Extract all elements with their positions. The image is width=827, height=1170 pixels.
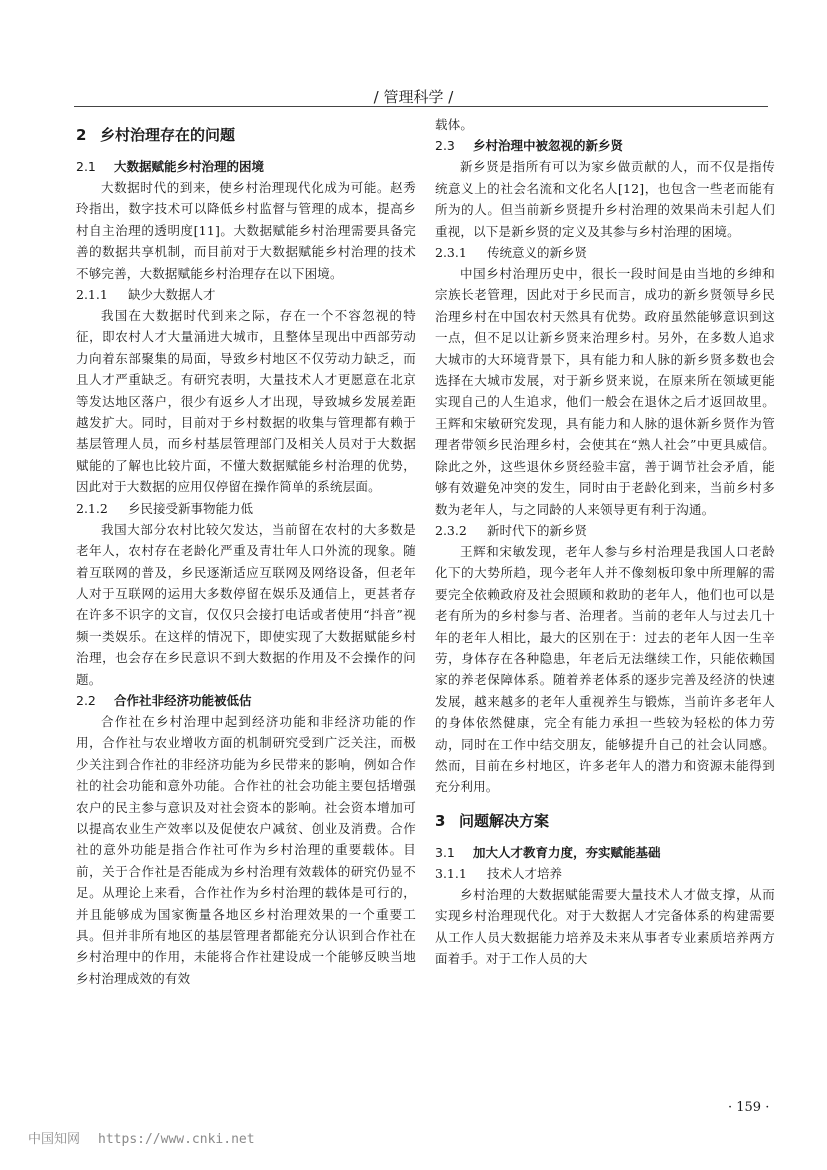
paragraph-2-3-2: 王辉和宋敏发现，老年人参与乡村治理是我国人口老龄化下的大势所趋，现今老年人并不像刻板印象中所理解的需要完全依赖政府及社会照顾和救助的老年人，他们也可以是老有所为的乡村参与者、治理者。当前的老年人与过去几十年的老年人相比，最大的区别在于：过去的老年人因一生辛劳，身体存在各种隐患，年老后无法继续工作，只能依赖国家的养老保障体系。随着养老体系的逐步完善及经济的快速发展，越来越多的老年人重视养生与锻炼，当前许多老年人的身体依然健康，完全有能力承担一些较为轻松的体力劳动，同时在工作中结交朋友，能够提升自己的社会认同感。然而，目前在乡村地区，许多老年人的潜力和资源未能得到充分利用。 <box>435 543 775 795</box>
section-3-1-1-heading <box>435 863 775 884</box>
left-column <box>76 112 416 989</box>
right-column <box>435 114 775 969</box>
journal-header: / 管理科学 / <box>373 88 454 106</box>
section-title: 加大人才教育力度，夯实赋能基础 <box>473 844 661 860</box>
paragraph-2-3: 新乡贤是指所有可以为家乡做贡献的人，而不仅是指传统意义上的社会名流和文化名人[12]，也包含一些老而能有所为的人。但当前新乡贤提升乡村治理的效果尚未引起人们重视，以下是新乡贤的定义及其参与乡村治理的困境。 <box>435 159 775 239</box>
section-number: 2.1.1 <box>76 287 108 303</box>
section-2-1-heading <box>76 156 416 177</box>
section-number: 2.1 <box>76 159 96 174</box>
section-title: 问题解决方案 <box>459 811 550 830</box>
section-2-3-2-heading <box>435 520 775 541</box>
section-number: 3 <box>435 811 446 830</box>
section-title: 乡村治理存在的问题 <box>100 126 236 144</box>
paragraph-2-1-1: 我国在大数据时代到来之际，存在一个不容忽视的特征，即农村人才大量涌进大城市，且整体呈现出中西部劳动力向着东部聚集的局面，导致乡村地区不仅劳动力缺乏，而且人才严重缺乏。有研究表明，大量技术人才更愿意在北京等发达地区落户，很少有返乡人才出现，导致城乡发展差距越发扩大。同时，目前对于乡村数据的收集与管理都有赖于基层管理人员，而乡村基层管理部门及相关人员对于大数据赋能的了解也比较片面，不懂大数据赋能乡村治理的优势，因此对于大数据的应用仅停留在操作简单的系统层面。 <box>76 308 416 495</box>
section-2-3-1-heading <box>435 242 775 263</box>
header-rule <box>74 106 768 107</box>
paragraph-continuation: 载体。 <box>435 117 474 132</box>
section-title: 乡民接受新事物能力低 <box>128 500 254 516</box>
section-2-heading <box>76 124 416 146</box>
section-title: 合作社非经济功能被低估 <box>114 692 252 708</box>
section-number: 2.2 <box>76 692 96 708</box>
section-number: 2.3.1 <box>435 245 467 261</box>
section-title: 缺少大数据人才 <box>128 287 216 303</box>
section-2-1-2-heading <box>76 498 416 519</box>
paragraph-2-3-1: 中国乡村治理历史中，很长一段时间是由当地的乡绅和宗族长老管理，因此对于乡民而言，成功的新乡贤领导乡民治理乡村在中国农村天然具有优势。政府虽然能够意识到这一点，但不足以让新乡贤来治理乡村。另外，在多数人追求大城市的大环境背景下，具有能力和人脉的新乡贤多数也会选择在大城市发展，对于新乡贤来说，在原来所在领域更能实现自己的人生追求，他们一般会在退休之后才返回故里。王辉和宋敏研究发现，具有能力和人脉的退休新乡贤作为管理者带领乡民治理乡村，会使其在“熟人社会”中更具威信。除此之外，这些退休乡贤经验丰富，善于调节社会矛盾，能够有效避免冲突的发生，同时由于老龄化到来，当前乡村多数为老年人，与之同龄的人来领导更有利于沟通。 <box>435 266 775 517</box>
section-number: 2 <box>76 126 87 144</box>
watermark <box>28 1128 255 1147</box>
section-title: 技术人才培养 <box>487 865 563 881</box>
section-2-1-1-heading <box>76 284 416 305</box>
section-title: 传统意义的新乡贤 <box>487 245 588 261</box>
section-number: 3.1.1 <box>435 865 467 881</box>
paragraph-2-1: 大数据时代的到来，使乡村治理现代化成为可能。赵秀玲指出，数字技术可以降低乡村监督与管理的成本，提高乡村自主治理的透明度[11]。大数据赋能乡村治理需要具备完善的数据共享机制，而目前对于大数据赋能乡村治理的技术不够完善，大数据赋能乡村治理存在以下困境。 <box>76 180 416 281</box>
section-number: 2.3 <box>435 138 455 154</box>
section-title: 大数据赋能乡村治理的困境 <box>114 159 265 174</box>
section-2-3-heading <box>435 135 775 156</box>
section-number: 3.1 <box>435 844 455 860</box>
section-number: 2.3.2 <box>435 522 467 538</box>
page-number: · 159 · <box>728 1100 770 1115</box>
section-2-2-heading <box>76 690 416 711</box>
section-title: 乡村治理中被忽视的新乡贤 <box>473 138 624 154</box>
section-title: 新时代下的新乡贤 <box>487 522 588 538</box>
section-number: 2.1.2 <box>76 500 108 516</box>
paragraph-3-1-1: 乡村治理的大数据赋能需要大量技术人才做支撑，从而实现乡村治理现代化。对于大数据人才完备体系的构建需要从工作人员大数据能力培养及未来从事者专业素质培养两方面着手。对于工作人员的大 <box>435 886 775 966</box>
watermark-site: 中国知网 <box>28 1132 81 1147</box>
section-3-1-heading <box>435 842 775 863</box>
section-3-heading <box>435 810 775 832</box>
paragraph-2-1-2: 我国大部分农村比较欠发达，当前留在农村的大多数是老年人，农村存在老龄化严重及青壮年人口外流的现象。随着互联网的普及，乡民逐渐适应互联网及网络设备，但老年人对于互联网的运用大多数停留在娱乐及通信上，更甚者存在许多不识字的文盲，仅仅只会接打电话或者使用“抖音”视频一类娱乐。在这样的情况下，即使实现了大数据赋能乡村治理，也会存在乡民意识不到大数据的作用及不会操作的问题。 <box>76 521 416 687</box>
paragraph-2-2: 合作社在乡村治理中起到经济功能和非经济功能的作用，合作社与农业增收方面的机制研究受到广泛关注，而极少关注到合作社的非经济功能为乡民带来的影响，例如合作社的社会功能和意外功能。合作社的社会功能主要包括增强农户的民主参与意识及对社会资本的影响。社会资本增加可以提高农业生产效率以及促使农户减贫、创业及消费。合作社的意外功能是指合作社可作为乡村治理的重要载体。目前，关于合作社是否能成为乡村治理有效载体的研究仍显不足。从理论上来看，合作社作为乡村治理的载体是可行的，并且能够成为国家衡量各地区乡村治理效果的一个重要工具。但并非所有地区的基层管理者都能充分认识到合作社在乡村治理中的作用，未能将合作社建设成一个能够反映当地乡村治理成效的有效 <box>76 713 416 986</box>
watermark-url: https://www.cnki.net <box>98 1132 255 1147</box>
